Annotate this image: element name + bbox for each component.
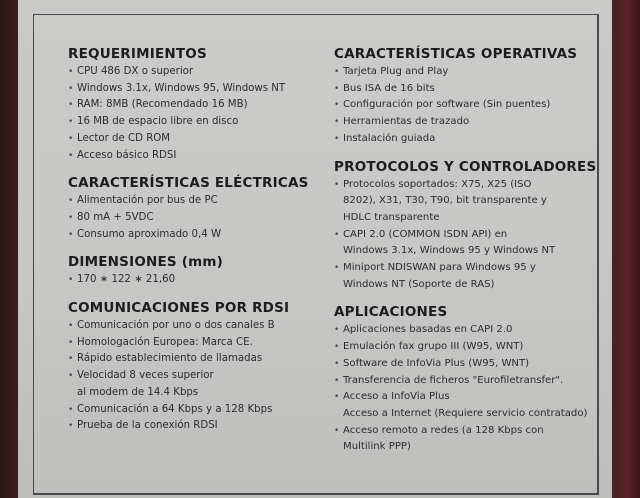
spec-item-text: 16 MB de espacio libre en disco <box>77 116 239 128</box>
background-right-edge <box>612 0 640 498</box>
spec-item <box>68 114 328 131</box>
spec-box <box>33 14 599 495</box>
spec-item-text: Herramientas de trazado <box>343 116 470 128</box>
spec-item-text: CAPI 2.0 (COMMON ISDN API) en <box>343 228 508 240</box>
spec-item-text: Comunicación a 64 Kbps y a 128 Kbps <box>77 403 273 415</box>
spec-item-text: CPU 486 DX o superior <box>77 66 194 77</box>
background-left-edge <box>0 0 18 498</box>
section-requerimientos <box>68 45 328 164</box>
spec-item-text: Emulación fax grupo III (W95, WNT) <box>343 341 524 353</box>
spec-item <box>334 97 594 114</box>
spec-item <box>68 81 328 98</box>
bullet-icon: • <box>334 67 340 77</box>
spec-list <box>334 64 594 148</box>
bullet-icon: • <box>334 117 340 128</box>
spec-list <box>334 322 594 456</box>
bullet-icon: • <box>334 100 340 111</box>
section-caracteristicas-electricas <box>68 174 328 243</box>
bullet-icon: • <box>68 404 74 415</box>
spec-item-text: 170 ∗ 122 ∗ 21,60 <box>77 274 176 286</box>
bullet-icon: • <box>334 229 340 240</box>
spec-item <box>68 351 328 368</box>
spec-item-text: Bus ISA de 16 bits <box>343 82 435 94</box>
section-title: APLICACIONES <box>334 304 448 321</box>
spec-item-text: Prueba de la conexión RDSI <box>77 420 218 432</box>
spec-item-continuation: Acceso a Internet (Requiere servicio contratado) <box>343 407 588 419</box>
spec-item-text: Transferencia de ficheros "Eurofiletransfer". <box>343 374 564 386</box>
bullet-icon: • <box>68 100 74 111</box>
bullet-icon: • <box>334 425 340 436</box>
spec-item <box>334 322 594 339</box>
spec-item-text: Software de InfoVia Plus (W95, WNT) <box>343 357 530 369</box>
spec-item <box>334 373 594 390</box>
spec-item <box>68 210 328 227</box>
section-title: COMUNICACIONES POR RDSI <box>68 300 290 317</box>
section-title: DIMENSIONES (mm) <box>68 254 224 271</box>
spec-item-continuation: 8202), X31, T30, T90, bit transparente y <box>343 195 547 207</box>
section-aplicaciones <box>334 303 594 456</box>
right-column <box>334 45 597 466</box>
bullet-icon: • <box>334 179 340 190</box>
bullet-icon: • <box>68 196 74 207</box>
section-title: CARACTERÍSTICAS OPERATIVAS <box>334 46 578 62</box>
spec-item-text: Tarjeta Plug and Play <box>343 66 449 77</box>
spec-item <box>68 402 328 419</box>
spec-item-text: Acceso remoto a redes (a 128 Kbps con <box>343 424 544 436</box>
spec-item-continuation: Windows 3.1x, Windows 95 y Windows NT <box>343 245 556 257</box>
spec-item-text: Acceso básico RDSI <box>77 149 177 161</box>
spec-item-text: Windows 3.1x, Windows 95, Windows NT <box>77 82 286 94</box>
section-protocolos-y-controladores <box>334 158 597 294</box>
spec-item <box>68 418 328 435</box>
spec-item-text: Velocidad 8 veces superior <box>77 370 214 382</box>
spec-item <box>334 423 594 456</box>
spec-item <box>68 272 328 289</box>
section-title: PROTOCOLOS Y CONTROLADORES <box>334 158 597 175</box>
bullet-icon: • <box>68 83 74 94</box>
spec-item-continuation: Multilink PPP) <box>343 441 411 453</box>
spec-item-text: 80 mA + 5VDC <box>77 211 154 223</box>
spec-item-text: Comunicación por uno o dos canales B <box>77 320 275 332</box>
spec-item-text: Alimentación por bus de PC <box>77 195 218 207</box>
bullet-icon: • <box>334 342 340 353</box>
bullet-icon: • <box>334 263 340 274</box>
section-dimensiones-mm <box>68 253 328 289</box>
spec-item <box>334 81 594 98</box>
spec-item <box>68 227 328 244</box>
spec-list <box>68 64 328 164</box>
bullet-icon: • <box>334 83 340 94</box>
spec-item <box>334 177 594 227</box>
spec-item <box>334 356 594 373</box>
spec-item-text: Consumo aproximado 0,4 W <box>77 228 222 240</box>
spec-item <box>68 193 328 210</box>
spec-panel <box>18 0 612 498</box>
section-comunicaciones-por-rdsi <box>68 299 328 435</box>
spec-item-continuation: Windows NT (Soporte de RAS) <box>343 278 495 290</box>
spec-item-text: Miniport NDISWAN para Windows 95 y <box>343 262 536 274</box>
spec-item <box>68 148 328 165</box>
bullet-icon: • <box>68 117 74 128</box>
spec-item <box>68 318 328 335</box>
spec-item <box>334 227 594 260</box>
bullet-icon: • <box>68 212 74 223</box>
bullet-icon: • <box>68 337 74 348</box>
bullet-icon: • <box>68 321 74 332</box>
spec-item-text: Homologación Europea: Marca CE. <box>77 336 253 348</box>
bullet-icon: • <box>68 421 74 432</box>
spec-item <box>68 131 328 148</box>
section-title: CARACTERÍSTICAS ELÉCTRICAS <box>68 175 309 192</box>
spec-item <box>334 114 594 131</box>
spec-item <box>334 131 594 148</box>
spec-item <box>68 368 328 401</box>
bullet-icon: • <box>334 358 340 369</box>
spec-item <box>334 260 594 293</box>
spec-list <box>68 272 328 289</box>
spec-item <box>68 335 328 352</box>
section-title: REQUERIMIENTOS <box>68 46 207 62</box>
spec-item-continuation: HDLC transparente <box>343 211 440 223</box>
spec-item <box>334 389 594 422</box>
bullet-icon: • <box>68 133 74 144</box>
section-caracteristicas-operativas <box>334 45 594 148</box>
bullet-icon: • <box>68 371 74 382</box>
spec-item-text: Aplicaciones basadas en CAPI 2.0 <box>343 324 513 336</box>
spec-item-text: RAM: 8MB (Recomendado 16 MB) <box>77 99 248 111</box>
bullet-icon: • <box>334 325 340 336</box>
bullet-icon: • <box>68 150 74 161</box>
left-column <box>68 45 328 445</box>
spec-item-text: Instalación guiada <box>343 132 436 144</box>
bullet-icon: • <box>334 392 340 403</box>
spec-item-text: Rápido establecimiento de llamadas <box>77 353 263 365</box>
spec-item <box>334 64 594 81</box>
spec-item-text: Acceso a InfoVia Plus <box>343 391 450 403</box>
spec-list <box>68 318 328 435</box>
spec-list <box>68 193 328 243</box>
spec-item <box>68 64 328 81</box>
bullet-icon: • <box>68 275 74 286</box>
spec-item <box>68 97 328 114</box>
spec-list <box>334 177 594 294</box>
bullet-icon: • <box>68 354 74 365</box>
spec-item <box>334 339 594 356</box>
spec-item-text: Configuración por software (Sin puentes) <box>343 99 551 111</box>
bullet-icon: • <box>334 133 340 144</box>
spec-item-text: Protocolos soportados: X75, X25 (ISO <box>343 178 532 190</box>
spec-item-continuation: al modem de 14.4 Kbps <box>77 386 199 398</box>
bullet-icon: • <box>334 375 340 386</box>
spec-item-text: Lector de CD ROM <box>77 132 171 144</box>
bullet-icon: • <box>68 67 74 77</box>
bullet-icon: • <box>68 229 74 240</box>
